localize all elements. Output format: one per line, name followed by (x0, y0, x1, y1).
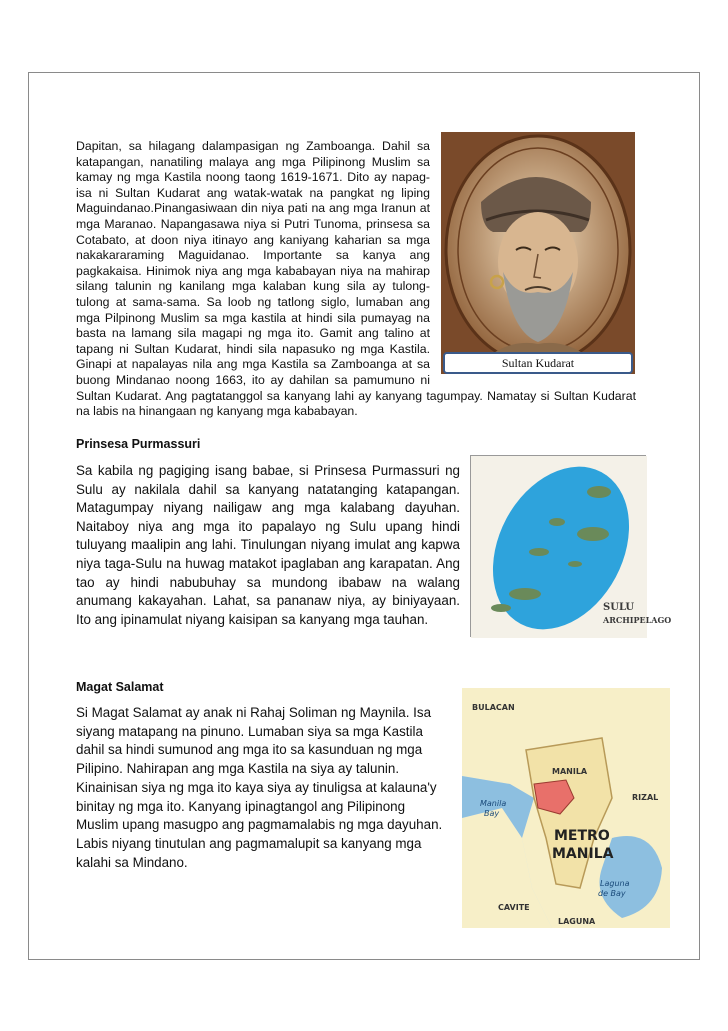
map-label-laguna: LAGUNA (558, 917, 596, 926)
sulu-map-drawing (471, 456, 672, 638)
map-label-metro: METRO (554, 828, 610, 844)
sultan-kudarat-paragraph: Dapitan, sa hilagang dalampasigan ng Zamboanga. Dahil sa katapangan, nanatiling malaya ang mga Pilipinong Muslim sa kamay ng mga Kastila noong taong 1619-1671. Dito ay napag-isa ni Sultan Kudarat ang watak-watak na pangkat ng liping Maguindanao.Pinangasiwaan din niya pati na ang mga Iranun at mga Maranao. Napangasawa niya si Putri Tunoma, prinsesa sa Cotabato, at doon niya itinayo ang kaniyang kaharian sa mga nakakararaming Maguidanao. Importante sa kanya ang pagkakaisa. Hinimok niya ang mga kababayan niya na mahirap silang talunin ng kanilang mga kalaban kung sila ay tulong-tulong at sama-sama. Sa loob ng tatlong siglo, lumaban ang mga Pilpinong Muslim sa mga kastila at hindi sila pumayag na basta na lamang sila magapi ng mga ito. Gamit ang talino at tapang ni Sultan Kudarat, hindi sila napasuko ng mga Kastila. Ginapi at napalayas nila ang mga Kastila sa Zamboanga at sa buong Mindanao noong 1663, ito ay dahilan sa pamumuno ni Sultan Kudarat. Ang pagtatanggol sa kanyang lahi ay kanyang tagumpay. Namatay si Sultan Kudarat na labis na hinangaan ng kanyang mga kababayan. (76, 139, 636, 419)
magat-salamat-paragraph: Si Magat Salamat ay anak ni Rahaj Soliman ng Maynila. Isa siyang matapang na pinuno. Lumaban siya sa mga Kastila dahil sa hindi sumunod ang mga ito sa kasunduan ng mga Pilipino. Nahirapan ang mga Kastila na siya ay talunin. Kinainisan siya ng mga ito kaya siya ay tinuligsa at kalauna'y binitay ng mga ito. Kanyang ipinagtangol ang Pilipinong Muslim upang masugpo ang pagmamalabis ng mga dayuhan. Labis niyang tinutulan ang pagmamalupit sa kanyang mga kalahi sa Mindano. (76, 705, 443, 870)
map-label-manila-bay-1: Manila (480, 799, 507, 808)
map-label-manila-bay-2: Bay (484, 809, 500, 818)
portrait-caption: Sultan Kudarat (443, 352, 633, 374)
manila-map-drawing (462, 688, 670, 928)
sulu-archipelago-map (470, 455, 672, 637)
map-label-laguna-bay-1: Laguna (600, 879, 630, 888)
map-label-manila: MANILA (552, 767, 588, 776)
map-label-cavite: CAVITE (498, 903, 530, 912)
map-label-laguna-bay-2: de Bay (598, 889, 626, 898)
sultan-kudarat-portrait (441, 132, 635, 374)
heading-prinsesa-purmassuri: Prinsesa Purmassuri (76, 437, 201, 451)
portrait-drawing (441, 132, 635, 374)
metro-manila-map (462, 688, 670, 928)
heading-magat-salamat: Magat Salamat (76, 680, 164, 694)
purmassuri-paragraph: Sa kabila ng pagiging isang babae, si Prinsesa Purmassuri ng Sulu ay nakilala dahil sa kanyang natatanging katapangan. Matagumpay niyang nailigaw ang mga kalabang dayuhan. Naitaboy niya ang mga ito papalayo ng Sulu upang hindi tuluyang maalipin ang lahi. Tinulungan niyang imulat ang kapwa niya taga-Sulu na huwag matakot ipaglaban ang karapatan. Ang tao ay hindi nabubuhay sa mundong ibabaw na walang anumang kakayahan. Lahat, sa pananaw niya, ay biniyayaan. Ito ang ipinamulat niyang kaisipan sa kanyang mga tauhan. (76, 463, 460, 627)
map-label-bulacan: BULACAN (472, 703, 515, 712)
map-label-archipelago: ARCHIPELAGO (603, 615, 672, 625)
map-label-sulu: SULU (603, 602, 635, 613)
map-label-metro-manila: MANILA (552, 846, 614, 862)
map-label-rizal: RIZAL (632, 793, 659, 802)
